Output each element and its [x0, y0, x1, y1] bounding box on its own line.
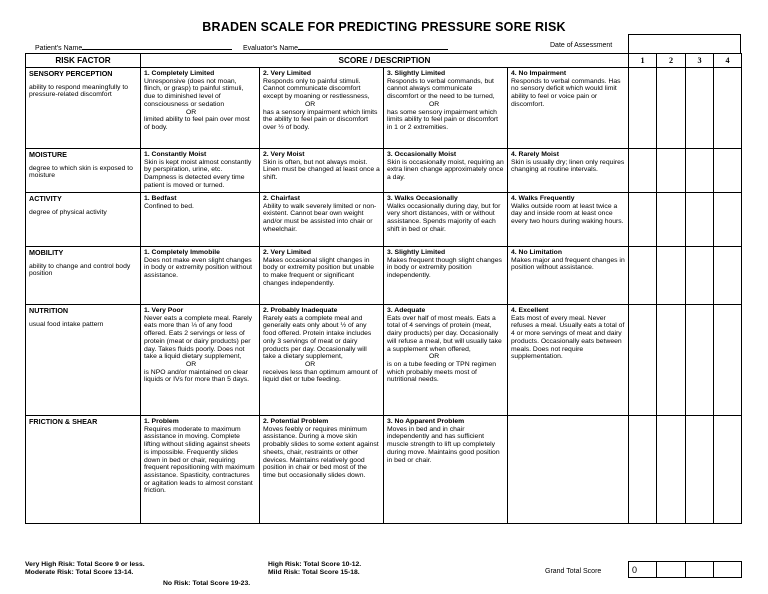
score-entry-cell[interactable]	[714, 149, 742, 193]
score-option-cell	[384, 193, 508, 247]
score-option-cell	[384, 247, 508, 305]
score-option-cell	[508, 416, 629, 524]
score-option-cell	[141, 149, 260, 193]
grand-total-cell-2[interactable]	[657, 562, 686, 578]
option-text-alt: is on a tube feeding or TPN regimen which probably meets most of nutritional needs.	[387, 360, 497, 384]
patient-name-label: Patient's Name	[35, 45, 83, 52]
score-option-cell	[384, 68, 508, 149]
score-option-cell	[260, 149, 384, 193]
assessment-col-1: 1	[629, 54, 657, 68]
score-entry-cell[interactable]	[686, 247, 714, 305]
option-or: OR	[429, 100, 440, 108]
score-entry-cell[interactable]	[686, 193, 714, 247]
option-title: 2. Very Limited	[263, 70, 311, 77]
option-title: 4. Rarely Moist	[511, 151, 559, 158]
score-option-cell	[260, 193, 384, 247]
score-option-cell	[508, 68, 629, 149]
grand-total-label: Grand Total Score	[545, 568, 602, 575]
option-text-alt: is NPO and/or maintained on clear liquids or IVs for more than 5 days.	[144, 368, 250, 384]
risk-factor-cell	[26, 305, 141, 416]
score-option-cell	[141, 68, 260, 149]
option-text: Walks occasionally during day, but for very short distances, with or without assistance. Spends majority of each shift in bed or chair.	[387, 202, 501, 233]
option-title: 4. No Limitation	[511, 249, 562, 256]
score-entry-cell[interactable]	[714, 193, 742, 247]
option-text: Skin is kept moist almost constantly by perspiration, urine, etc. Dampness is detected every time patient is moved or turned.	[144, 158, 252, 189]
option-text: Eats over half of most meals. Eats a total of 4 servings of protein (meat, dairy products) per day. Occasionally will refuse a meal, but will usually take a supplement when offered,	[387, 314, 502, 353]
option-text: Never eats a complete meal. Rarely eats more than ⅓ of any food offered. Eats 2 servings or less of protein (meat or dairy products) per day. Takes fluids poorly. Does not take a liquid dietary supplement,	[144, 314, 253, 361]
risk-factor-row	[26, 68, 742, 149]
no-risk-legend: No Risk: Total Score 19-23.	[163, 580, 251, 587]
risk-factor-name: MOBILITY	[29, 248, 64, 257]
option-title: 1. Problem	[144, 418, 179, 425]
option-text: Makes frequent though slight changes in body or extremity position independently.	[387, 256, 502, 280]
score-entry-cell[interactable]	[686, 149, 714, 193]
score-option-cell	[508, 193, 629, 247]
risk-factor-row	[26, 305, 742, 416]
braden-scale-table	[25, 53, 742, 524]
risk-factor-description: usual food intake pattern	[29, 320, 104, 328]
patient-name-line[interactable]	[82, 42, 232, 50]
option-title: 2. Chairfast	[263, 195, 301, 202]
option-title: 1. Completely Immobile	[144, 249, 220, 256]
score-option-cell	[508, 305, 629, 416]
option-text: Requires moderate to maximum assistance in moving. Complete lifting without sliding against sheets is impossible. Frequently slides down in bed or chair, requiring frequent repositioning with maximum assistance. Spasticity, contractures or agitation leads to almost constant friction.	[144, 425, 255, 495]
score-entry-cell[interactable]	[657, 193, 686, 247]
risk-factor-cell	[26, 416, 141, 524]
score-entry-cell[interactable]	[629, 193, 657, 247]
score-entry-cell[interactable]	[629, 247, 657, 305]
option-title: 3. Slightly Limited	[387, 70, 446, 77]
option-text: Moves in bed and in chair independently and has sufficient muscle strength to lift up completely during move. Maintains good position in bed or chair.	[387, 425, 500, 464]
score-entry-cell[interactable]	[686, 305, 714, 416]
score-entry-cell[interactable]	[657, 68, 686, 149]
option-title: 1. Bedfast	[144, 195, 177, 202]
score-option-cell	[260, 416, 384, 524]
evaluator-name-line[interactable]	[298, 42, 448, 50]
grand-total-cell-1[interactable]: 0	[629, 562, 657, 578]
risk-factor-description: ability to respond meaningfully to pressure-related discomfort	[29, 83, 128, 99]
risk-factor-name: NUTRITION	[29, 306, 69, 315]
evaluator-name-label: Evaluator's Name	[243, 45, 299, 52]
option-text: Walks outside room at least twice a day and inside room at least once every two hours during waking hours.	[511, 202, 624, 226]
score-option-cell	[508, 149, 629, 193]
risk-factor-name: ACTIVITY	[29, 194, 62, 203]
option-text-alt: has some sensory impairment which limits ability to feel pain or discomfort in 1 or 2 extremities.	[387, 108, 499, 131]
option-text: Responds to verbal commands. Has no sensory deficit which would limit ability to feel or voice pain or discomfort.	[511, 77, 621, 108]
option-text: Rarely eats a complete meal and generally eats only about ½ of any food offered. Protein intake includes only 3 servings of meat or dairy products per day. Occasionally will take a dietary supplement,	[263, 314, 372, 361]
risk-factor-row	[26, 416, 742, 524]
score-entry-cell[interactable]	[686, 68, 714, 149]
option-title: 1. Constantly Moist	[144, 151, 207, 158]
option-or: OR	[186, 360, 197, 368]
assessment-col-2: 2	[657, 54, 686, 68]
page-title: BRADEN SCALE FOR PREDICTING PRESSURE SORE RISK	[202, 20, 566, 34]
score-entry-cell[interactable]	[714, 305, 742, 416]
score-entry-cell[interactable]	[629, 305, 657, 416]
option-text: Responds only to painful stimuli. Cannot communicate discomfort except by moaning or restlessness,	[263, 77, 370, 101]
high-risk-legend: High Risk: Total Score 10-12.	[268, 561, 362, 568]
option-text-alt: limited ability to feel pain over most of body.	[144, 116, 250, 131]
option-title: 4. Walks Frequently	[511, 195, 575, 202]
score-entry-cell[interactable]	[657, 149, 686, 193]
option-text: Eats most of every meal. Never refuses a meal. Usually eats a total of 4 or more servings of meat and dairy products. Occasionally eats between meals. Does not require supplementation.	[511, 314, 625, 361]
risk-factor-name: SENSORY PERCEPTION	[29, 69, 113, 78]
score-entry-cell[interactable]	[714, 68, 742, 149]
grand-total-cell-4[interactable]	[714, 562, 742, 578]
option-text-alt: has a sensory impairment which limits the ability to feel pain or discomfort over ½ of body.	[263, 108, 378, 131]
option-text: Unresponsive (does not moan, flinch, or grasp) to painful stimuli, due to diminished level of consciousness or sedation	[144, 77, 244, 108]
option-or: OR	[305, 100, 316, 108]
option-title: 2. Probably Inadequate	[263, 307, 338, 314]
option-title: 1. Very Poor	[144, 307, 184, 314]
option-text: Responds to verbal commands, but cannot always communicate discomfort or the need to be turned,	[387, 77, 495, 101]
score-option-cell	[260, 247, 384, 305]
option-text: Moves feebly or requires minimum assistance. During a move skin probably slides to some extent against sheets, chair, restraints or other devices. Maintains relatively good position in chair or bed most of the time but occasionally slides down.	[263, 425, 379, 479]
option-text: Does not make even slight changes in body or extremity position without assistance.	[144, 256, 253, 280]
assessment-col-4: 4	[714, 54, 742, 68]
grand-total-table	[628, 561, 742, 578]
score-option-cell	[260, 305, 384, 416]
option-text: Skin is often, but not always moist. Linen must be changed at least once a shift.	[263, 158, 380, 182]
score-description-header: SCORE / DESCRIPTION	[141, 54, 629, 68]
score-option-cell	[141, 193, 260, 247]
score-entry-cell[interactable]	[714, 416, 742, 524]
option-title: 4. No Impairment	[511, 70, 567, 77]
option-title: 2. Very Moist	[263, 151, 305, 158]
score-entry-cell[interactable]	[629, 68, 657, 149]
assessment-col-3: 3	[686, 54, 714, 68]
score-option-cell	[141, 305, 260, 416]
score-option-cell	[260, 68, 384, 149]
date-of-assessment-label: Date of Assessment	[550, 42, 613, 49]
option-text: Skin is occasionally moist, requiring an extra linen change approximately once a day.	[387, 158, 504, 182]
score-entry-cell[interactable]	[629, 149, 657, 193]
risk-factor-row	[26, 149, 742, 193]
risk-factor-description: degree of physical activity	[29, 208, 107, 216]
option-text: Confined to bed.	[144, 202, 194, 210]
option-or: OR	[429, 353, 440, 361]
score-entry-cell[interactable]	[629, 416, 657, 524]
option-text-alt: receives less than optimum amount of liquid diet or tube feeding.	[263, 368, 378, 384]
evaluator-name-field[interactable]	[243, 42, 448, 52]
option-title: 3. Slightly Limited	[387, 249, 446, 256]
risk-factor-name: FRICTION & SHEAR	[29, 417, 98, 426]
risk-factor-cell	[26, 193, 141, 247]
score-option-cell	[384, 149, 508, 193]
option-title: 3. Walks Occasionally	[387, 195, 458, 202]
option-text: Skin is usually dry; linen only requires changing at routine intervals.	[511, 158, 625, 174]
mild-risk-legend: Mild Risk: Total Score 15-18.	[268, 569, 360, 576]
option-or: OR	[186, 108, 197, 116]
score-option-cell	[384, 416, 508, 524]
very-high-risk-legend: Very High Risk: Total Score 9 or less.	[25, 561, 145, 568]
option-title: 4. Excellent	[511, 307, 549, 314]
risk-factor-header: RISK FACTOR	[26, 54, 141, 68]
risk-factor-row	[26, 193, 742, 247]
option-or: OR	[305, 360, 316, 368]
score-option-cell	[141, 247, 260, 305]
option-title: 2. Potential Problem	[263, 418, 329, 425]
option-text: Ability to walk severely limited or non-existent. Cannot bear own weight and/or must be assisted into chair or wheelchair.	[263, 202, 377, 233]
date-assessment-box[interactable]	[628, 34, 741, 53]
moderate-risk-legend: Moderate Risk: Total Score 13-14.	[25, 569, 134, 576]
option-title: 3. Occasionally Moist	[387, 151, 457, 158]
score-entry-cell[interactable]	[657, 247, 686, 305]
risk-factor-name: MOISTURE	[29, 150, 67, 159]
grand-total-cell-3[interactable]	[686, 562, 714, 578]
option-text: Makes major and frequent changes in position without assistance.	[511, 256, 625, 272]
risk-factor-row	[26, 247, 742, 305]
risk-factor-cell	[26, 68, 141, 149]
option-title: 3. No Apparent Problem	[387, 418, 465, 425]
risk-factor-cell	[26, 247, 141, 305]
risk-factor-description: ability to change and control body position	[29, 262, 131, 278]
score-option-cell	[384, 305, 508, 416]
score-entry-cell[interactable]	[657, 305, 686, 416]
option-text: Makes occasional slight changes in body or extremity position but unable to make frequent or significant changes independently.	[263, 256, 375, 287]
score-option-cell	[508, 247, 629, 305]
option-title: 2. Very Limited	[263, 249, 311, 256]
risk-factor-description: degree to which skin is exposed to moisture	[29, 164, 133, 180]
patient-name-field[interactable]	[35, 42, 232, 52]
option-title: 1. Completely Limited	[144, 70, 215, 77]
score-entry-cell[interactable]	[657, 416, 686, 524]
option-title: 3. Adequate	[387, 307, 426, 314]
score-entry-cell[interactable]	[714, 247, 742, 305]
risk-factor-cell	[26, 149, 141, 193]
score-entry-cell[interactable]	[686, 416, 714, 524]
score-option-cell	[141, 416, 260, 524]
